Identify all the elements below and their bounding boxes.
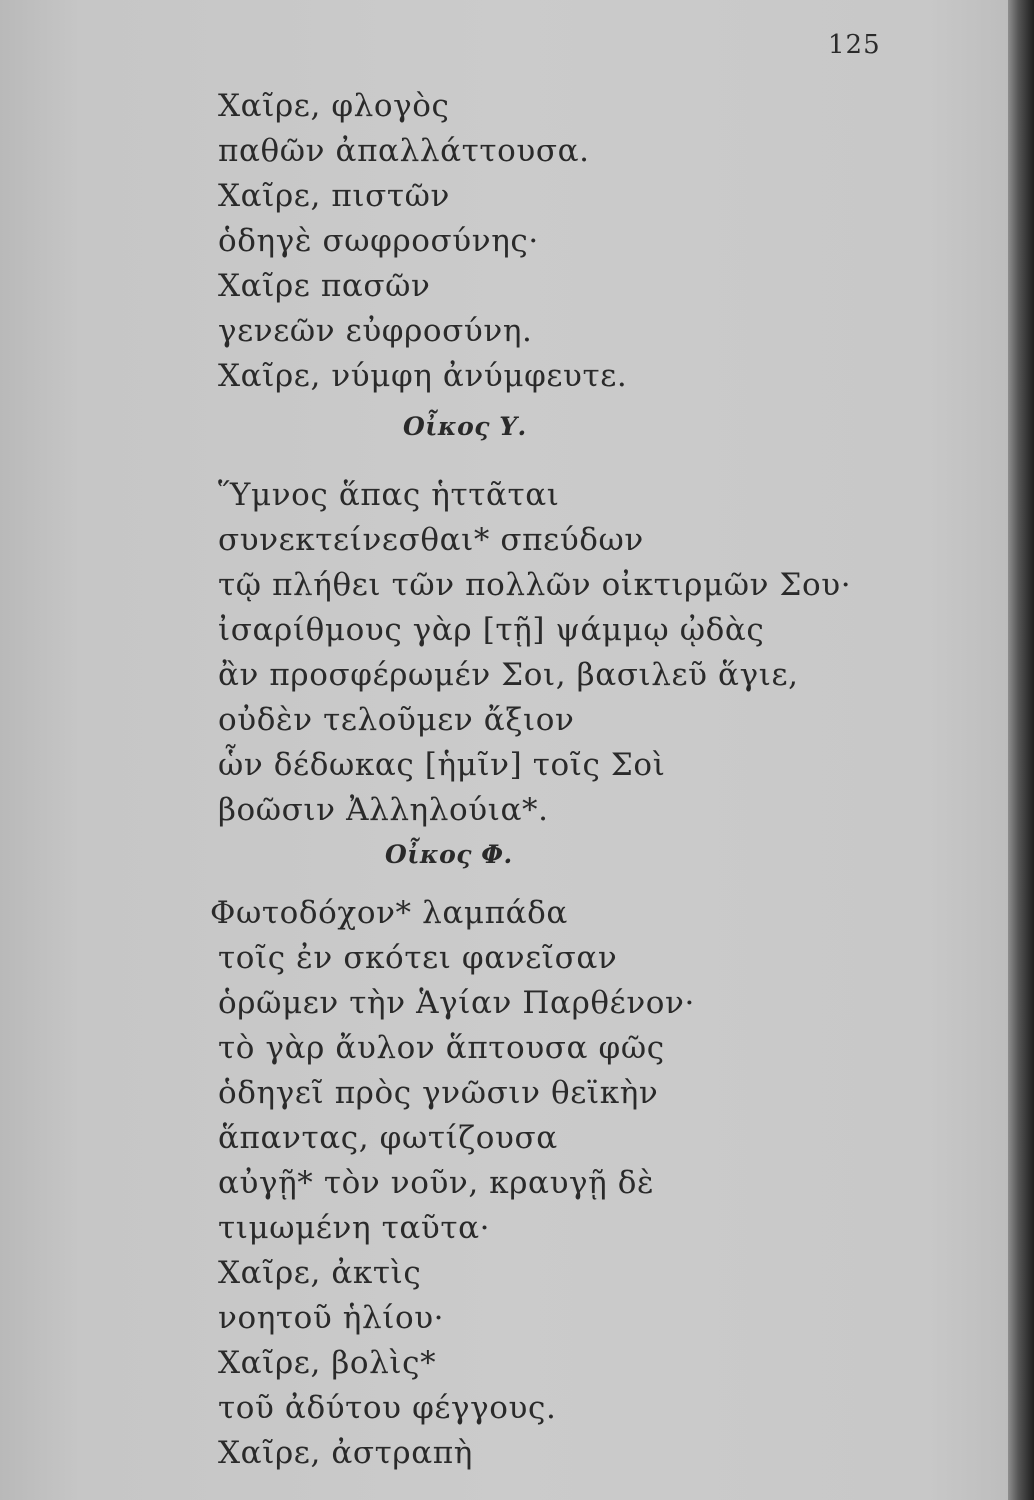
- stanza1-line-4: ὁδηγὲ σωφροσύνης·: [218, 223, 539, 259]
- stanza2-line-5: ἂν προσφέρωμέν Σοι, βασιλεῦ ἅγιε,: [218, 657, 799, 693]
- stanza2-line-3: τῷ πλήθει τῶν πολλῶν οἰκτιρμῶν Σου·: [218, 567, 852, 603]
- section-heading-y: Οἶκος Υ.: [403, 412, 527, 441]
- stanza3-line-11: Χαῖρε, βολὶς*: [218, 1345, 437, 1381]
- stanza3-line-10: νοητοῦ ἡλίου·: [218, 1300, 445, 1336]
- stanza3-line-7: αὐγῇ* τὸν νοῦν, κραυγῇ δὲ: [218, 1165, 655, 1201]
- stanza2-line-7: ὧν δέδωκας [ἡμῖν] τοῖς Σοὶ: [218, 747, 666, 783]
- stanza2-line-6: οὐδὲν τελοῦμεν ἄξιον: [218, 702, 575, 738]
- stanza2-line-1: Ὕμνος ἅπας ἡττᾶται: [218, 477, 560, 513]
- stanza1-line-5: Χαῖρε πασῶν: [218, 268, 431, 304]
- stanza3-line-5: ὁδηγεῖ πρὸς γνῶσιν θεϊκὴν: [218, 1075, 659, 1111]
- stanza3-line-9: Χαῖρε, ἀκτὶς: [218, 1255, 422, 1291]
- stanza3-line-3: ὁρῶμεν τὴν Ἁγίαν Παρθένον·: [218, 985, 695, 1021]
- stanza2-line-4: ἰσαρίθμους γὰρ [τῇ] ψάμμῳ ᾠδὰς: [218, 612, 765, 648]
- book-spine-shadow: [1008, 0, 1034, 1500]
- stanza1-line-6: γενεῶν εὐφροσύνη.: [218, 313, 533, 349]
- stanza1-line-1: Χαῖρε, φλογὸς: [218, 88, 450, 124]
- stanza1-line-3: Χαῖρε, πιστῶν: [218, 178, 450, 214]
- stanza2-line-8: βοῶσιν Ἀλληλούια*.: [218, 792, 549, 828]
- stanza3-line-13: Χαῖρε, ἀστραπὴ: [218, 1435, 473, 1471]
- stanza3-line-2: τοῖς ἐν σκότει φανεῖσαν: [218, 940, 618, 976]
- stanza1-line-2: παθῶν ἀπαλλάττουσα.: [218, 133, 590, 169]
- stanza1-line-7: Χαῖρε, νύμφη ἀνύμφευτε.: [218, 358, 628, 394]
- stanza3-line-1: Φωτοδόχον* λαμπάδα: [210, 895, 568, 931]
- stanza3-line-4: τὸ γὰρ ἄυλον ἅπτουσα φῶς: [218, 1030, 665, 1066]
- stanza3-line-12: τοῦ ἀδύτου φέγγους.: [218, 1390, 557, 1426]
- stanza3-line-6: ἅπαντας, φωτίζουσα: [218, 1120, 558, 1156]
- section-heading-phi: Οἶκος Φ.: [385, 840, 513, 869]
- stanza3-line-8: τιμωμένη ταῦτα·: [218, 1210, 491, 1246]
- page-number: 125: [828, 30, 881, 60]
- stanza2-line-2: συνεκτείνεσθαι* σπεύδων: [218, 522, 644, 558]
